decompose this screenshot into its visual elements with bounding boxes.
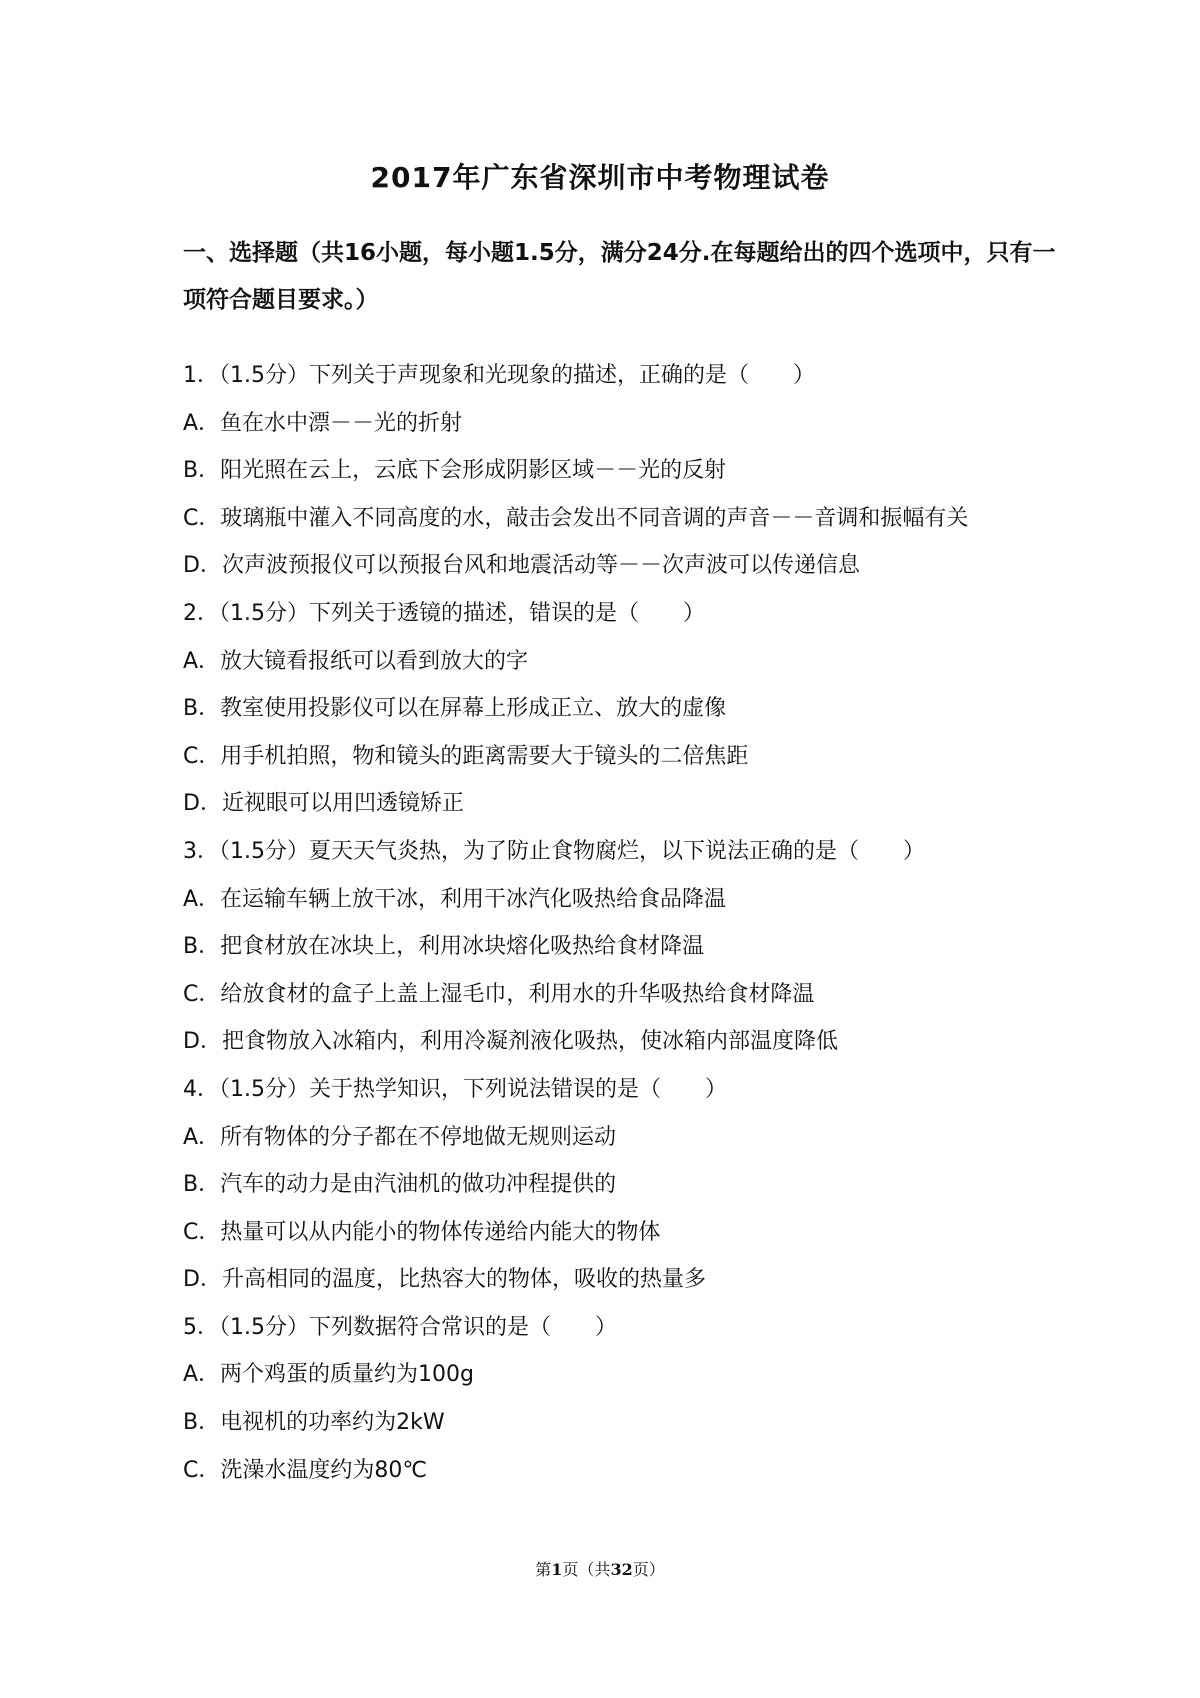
question-list [183,352,1063,1494]
option-d: D．次声波预报仪可以预报台风和地震活动等－－次声波可以传递信息 [183,553,860,579]
option-b: B．教室使用投影仪可以在屏幕上形成正立、放大的虚像 [183,696,727,722]
option-a: A．鱼在水中漂－－光的折射 [183,410,463,436]
option-a: A．两个鸡蛋的质量约为100g [183,1362,475,1388]
option-a: A．在运输车辆上放干冰，利用干冰汽化吸热给食品降温 [183,886,727,912]
question-3 [183,828,1063,1066]
option-a: A．所有物体的分子都在不停地做无规则运动 [183,1124,617,1150]
option-b: B．电视机的功率约为2kW [183,1410,445,1436]
section-heading: 一、选择题（共16小题，每小题1.5分，满分24分.在每题给出的四个选项中，只有一项符合题目要求。） [183,240,1056,313]
footer-middle: 页（共 [562,1560,611,1579]
option-c: C．玻璃瓶中灌入不同高度的水，敲击会发出不同音调的声音－－音调和振幅有关 [183,505,969,531]
option-b: B．阳光照在云上，云底下会形成阴影区域－－光的反射 [183,458,727,484]
option-d: D．把食物放入冰箱内，利用冷凝剂液化吸热，使冰箱内部温度降低 [183,1029,838,1055]
footer-page-number: 1 [551,1560,563,1579]
option-a: A．放大镜看报纸可以看到放大的字 [183,648,529,674]
footer-total-pages: 32 [610,1560,633,1579]
question-stem: 5．（1.5分）下列数据符合常识的是（ ） [183,1314,617,1340]
question-1 [183,352,1063,590]
option-b: B．把食材放在冰块上，利用冰块熔化吸热给食材降温 [183,934,705,960]
option-d: D．升高相同的温度，比热容大的物体，吸收的热量多 [183,1267,706,1293]
option-c: C．给放食材的盒子上盖上湿毛巾，利用水的升华吸热给食材降温 [183,981,815,1007]
question-stem: 3．（1.5分）夏天天气炎热，为了防止食物腐烂，以下说法正确的是（ ） [183,838,925,864]
option-c: C．热量可以从内能小的物体传递给内能大的物体 [183,1219,661,1245]
question-stem: 1．（1.5分）下列关于声现象和光现象的描述，正确的是（ ） [183,363,815,388]
question-2 [183,590,1063,828]
question-stem: 2．（1.5分）下列关于透镜的描述，错误的是（ ） [183,600,705,626]
page-title: 2017年广东省深圳市中考物理试卷 [370,161,830,194]
footer-suffix: 页） [632,1560,665,1579]
question-5 [183,1304,1063,1494]
footer-prefix: 第 [535,1560,552,1579]
page-footer [0,1558,1200,1582]
option-c: C．洗澡水温度约为80℃ [183,1457,428,1483]
option-c: C．用手机拍照，物和镜头的距离需要大于镜头的二倍焦距 [183,743,749,769]
option-b: B．汽车的动力是由汽油机的做功冲程提供的 [183,1172,617,1198]
question-stem: 4．（1.5分）关于热学知识，下列说法错误的是（ ） [183,1076,727,1102]
option-d: D．近视眼可以用凹透镜矫正 [183,791,464,817]
question-4 [183,1066,1063,1304]
